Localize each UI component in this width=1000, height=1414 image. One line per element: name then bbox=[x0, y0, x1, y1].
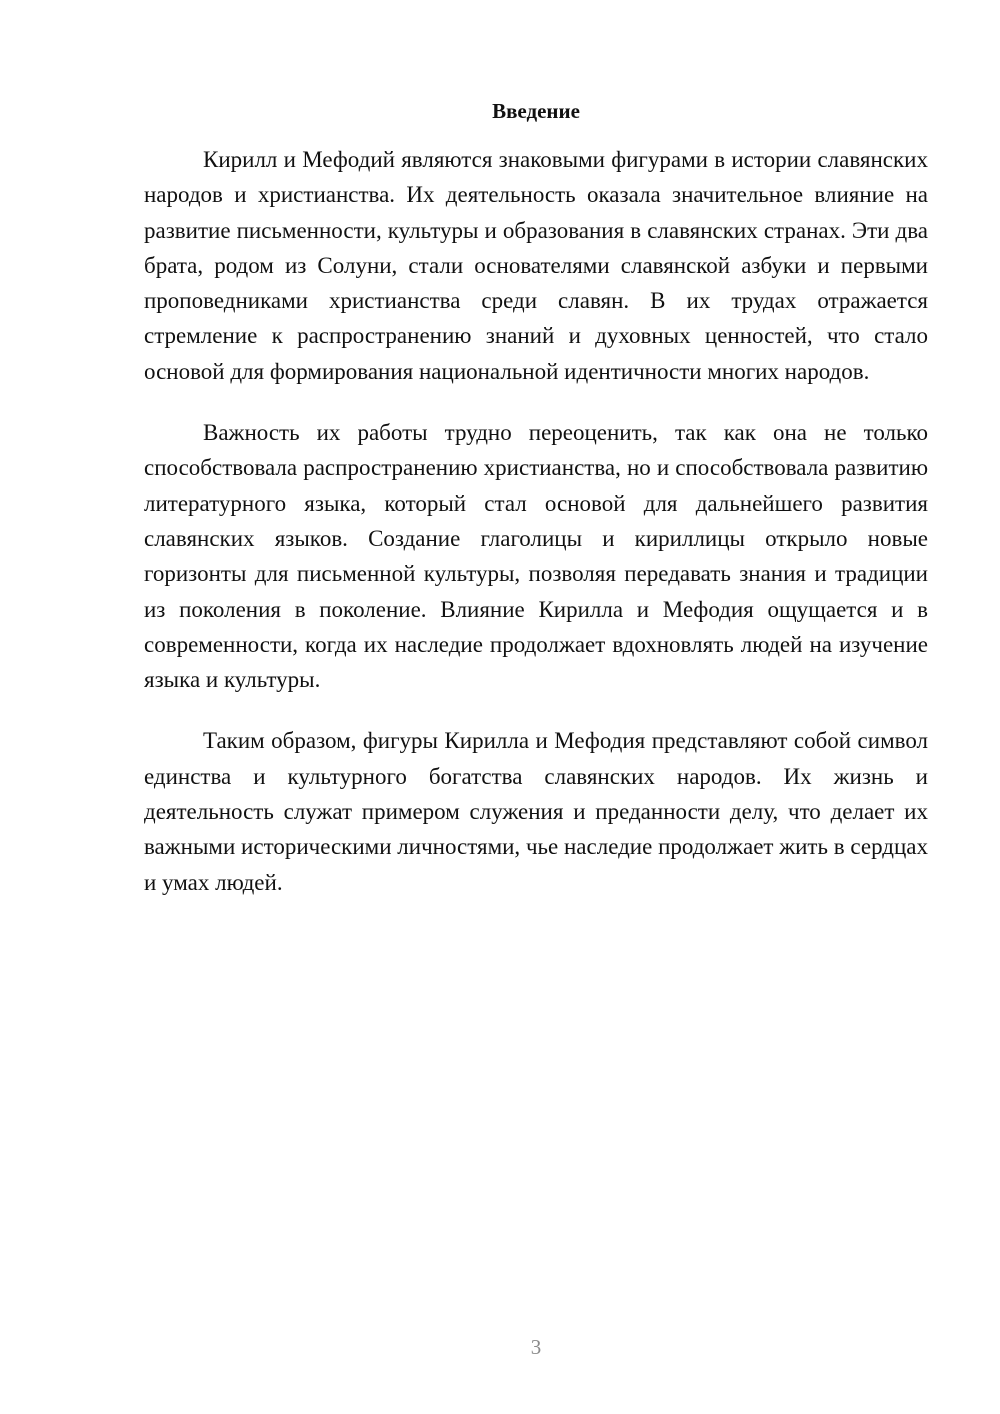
paragraph-1: Кирилл и Мефодий являются знаковыми фигурами в истории славянских народов и христианства. Их деятельность оказала значительное влияние на развитие письменности, культуры и образования в славянских странах. Эти два брата, родом из Солуни, стали основателями славянской азбуки и первыми проповедниками христианства среди славян. В их трудах отражается стремление к распространению знаний и духовных ценностей, что стало основой для формирования национальной идентичности многих народов. bbox=[144, 147, 928, 384]
paragraph-3: Таким образом, фигуры Кирилла и Мефодия представляют собой символ единства и культурного богатства славянских народов. Их жизнь и деятельность служат примером служения и преданности делу, что делает их важными историческими личностями, чье наследие продолжает жить в сердцах и умах людей. bbox=[144, 728, 928, 895]
body-text bbox=[144, 142, 928, 900]
paragraph-2: Важность их работы трудно переоценить, так как она не только способствовала распространению христианства, но и способствовала развитию литературного языка, который стал основой для дальнейшего развития славянских языков. Создание глаголицы и кириллицы открыло новые горизонты для письменной культуры, позволяя передавать знания и традиции из поколения в поколение. Влияние Кирилла и Мефодия ощущается и в современности, когда их наследие продолжает вдохновлять людей на изучение языка и культуры. bbox=[144, 420, 928, 693]
page-number: 3 bbox=[530, 1335, 542, 1359]
section-heading: Введение bbox=[492, 99, 580, 123]
